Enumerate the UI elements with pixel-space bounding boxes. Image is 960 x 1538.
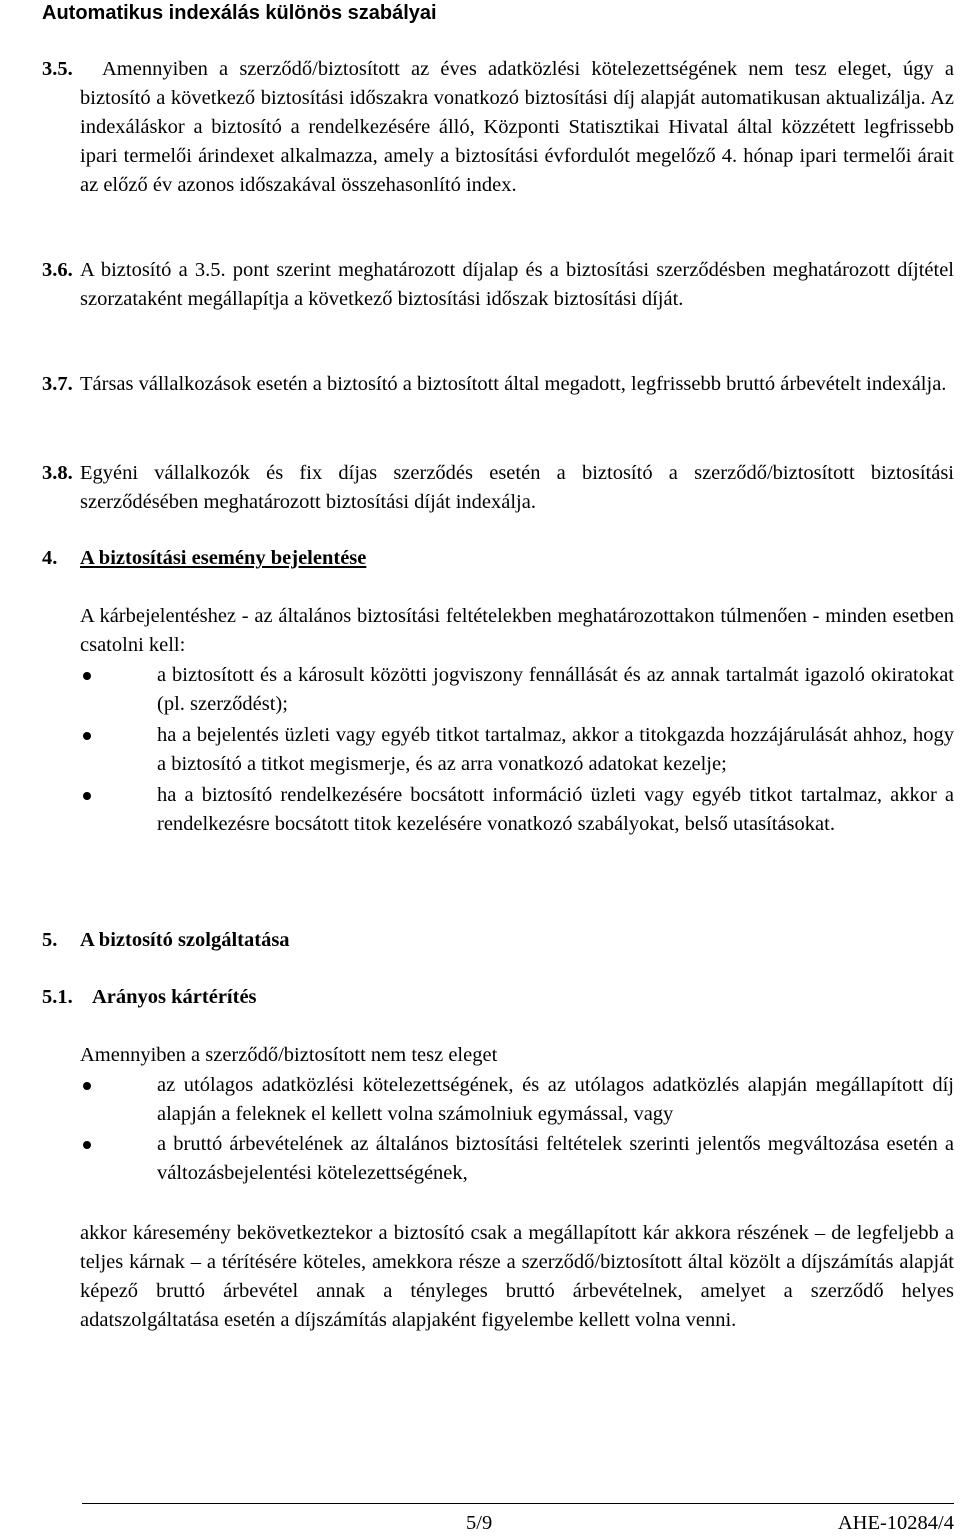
list-item-text: a bruttó árbevételének az általános biztosítási feltételek szerinti jelentős megváltozása esetén a változásbejelentési kötelezettségének, [157,1133,954,1184]
item-text: Egyéni vállalkozók és fix díjas szerződés esetén a biztosító a szerződő/biztosított biztosítási szerződésében meghatározott biztosítási díját indexálja. [80,462,954,513]
section-intro: Amennyiben a szerződő/biztosított nem tesz eleget [80,1044,498,1066]
item-text: Társas vállalkozások esetén a biztosító a biztosított által megadott, legfrissebb bruttó árbevételt indexálja. [80,373,947,395]
list-item-text: a biztosított és a károsult közötti jogviszony fennállását és az annak tartalmát igazoló okiratokat (pl. szerződést); [157,664,954,715]
document-reference: AHE-10284/4 [837,1512,954,1534]
bullet-icon [83,732,91,740]
bullet-list [80,1071,954,1188]
bullet-icon [83,1141,91,1149]
section-number: 4. [42,547,58,569]
bullet-icon [83,672,91,680]
item-number: 3.5. [42,58,73,80]
subsection-number: 5.1. [42,986,73,1008]
list-item [80,661,954,719]
bullet-icon [83,792,91,800]
item-text: A biztosító a 3.5. pont szerint meghatározott díjalap és a biztosítási szerződésben meghatározott díjtétel szorzataként megállapítja a következő biztosítási időszak biztosítási díját. [80,259,954,310]
list-item-text: az utólagos adatközlési kötelezettségének, és az utólagos adatközlés alapján megállapított díj alapján a feleknek el kellett volna számolniuk egymással, vagy [157,1074,954,1125]
section-heading: A biztosítási esemény bejelentése [80,547,367,569]
section-number: 5. [42,929,58,951]
bullet-icon [83,1082,91,1090]
list-item [80,781,954,839]
list-item [80,721,954,779]
section-title: Automatikus indexálás különös szabályai [42,2,437,24]
footer-divider [82,1503,954,1504]
closing-paragraph: akkor káresemény bekövetkeztekor a biztosító csak a megállapított kár akkora részének – de legfeljebb a teljes kárnak – a térítésére köteles, amekkora része a szerződő/biztosított által közölt a díjszámítás alapját képező bruttó árbevétel annak a tényleges bruttó árbevételnek, amelyet a szerződő helyes adatszolgáltatása esetén a díjszámítás alapjaként figyelembe kellett volna venni. [80,1222,954,1331]
bullet-list [80,661,954,839]
item-number: 3.7. [42,373,73,395]
item-number: 3.6. [42,259,73,281]
subsection-heading: Arányos kártérítés [92,986,257,1008]
item-number: 3.8. [42,462,73,484]
section-heading: A biztosító szolgáltatása [80,929,290,951]
list-item-text: ha a bejelentés üzleti vagy egyéb titkot tartalmaz, akkor a titokgazda hozzájárulását ahhoz, hogy a biztosító a titkot megismerje, és az arra vonatkozó adatokat kezelje; [157,724,954,775]
list-item-text: ha a biztosító rendelkezésére bocsátott információ üzleti vagy egyéb titkot tartalmaz, akkor a rendelkezésre bocsátott titok kezelésére vonatkozó szabályokat, belső utasításokat. [157,784,954,835]
item-text: Amennyiben a szerződő/biztosított az éves adatközlési kötelezettségének nem tesz eleget, úgy a biztosító a következő biztosítási időszakra vonatkozó biztosítási díj alapját automatikusan aktualizálja. Az indexáláskor a biztosító a rendelkezésére álló, Központi Statisztikai Hivatal által közzétett legfrissebb ipari termelői árindexet alkalmazza, amely a biztosítási évfordulót megelőző 4. hónap ipari termelői árait az előző év azonos időszakával összehasonlító index. [80,58,954,196]
list-item [80,1130,954,1188]
page-number: 5/9 [466,1512,493,1534]
list-item [80,1071,954,1129]
section-intro: A kárbejelentéshez - az általános biztosítási feltételekben meghatározottakon túlmenően - minden esetben csatolni kell: [80,605,954,656]
